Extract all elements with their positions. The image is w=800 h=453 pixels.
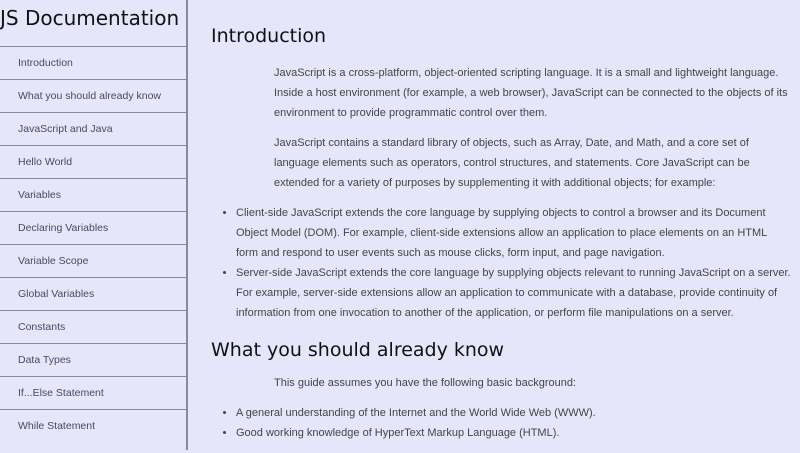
nav-link-introduction[interactable]: Introduction bbox=[0, 46, 186, 79]
intro-paragraph-2: JavaScript contains a standard library of objects, such as Array, Date, and Math, and a core set of language elements such as operators, control structures, and statements. Core JavaScript can be extended for a variety of purposes by supplementing it with additional objects; for example: bbox=[274, 137, 750, 189]
intro-paragraph-1: JavaScript is a cross-platform, object-oriented scripting language. It is a small and lightweight language. Inside a host environment (for example, a web browser), JavaScript can be connected to the objects of its environment to provide programmatic control over them. bbox=[274, 67, 788, 119]
nav-link-data-types[interactable]: Data Types bbox=[0, 343, 186, 376]
nav-link-variables[interactable]: Variables bbox=[0, 178, 186, 211]
list-item: • Server-side JavaScript extends the core language by supplying objects relevant to running JavaScript on a server. For example, server-side extensions allow an application to communicate with a database, provide continuity of information from one invocation to another of the application, or perform file manipulations on a server. bbox=[236, 263, 791, 323]
sidebar-nav bbox=[0, 0, 188, 450]
list-item: • A general understanding of the Internet and the World Wide Web (WWW). bbox=[236, 403, 791, 423]
nav-link-what-you-should-already-know[interactable]: What you should already know bbox=[0, 79, 186, 112]
nav-link-global-variables[interactable]: Global Variables bbox=[0, 277, 186, 310]
nav-link-hello-world[interactable]: Hello World bbox=[0, 145, 186, 178]
section-heading-introduction: Introduction bbox=[211, 25, 327, 47]
list-item: • Good working knowledge of HyperText Markup Language (HTML). bbox=[236, 423, 791, 443]
intro-bullet-list bbox=[211, 203, 791, 323]
sidebar-title: JS Documentation bbox=[0, 6, 180, 30]
nav-link-variable-scope[interactable]: Variable Scope bbox=[0, 244, 186, 277]
know-bullet-list bbox=[211, 403, 791, 443]
know-paragraph: This guide assumes you have the following basic background: bbox=[274, 377, 577, 389]
nav-link-constants[interactable]: Constants bbox=[0, 310, 186, 343]
list-item: • Client-side JavaScript extends the core language by supplying objects to control a browser and its Document Object Model (DOM). For example, client-side extensions allow an application to place elements on an HTML form and respond to user events such as mouse clicks, form input, and page navigation. bbox=[236, 203, 791, 263]
nav-list bbox=[0, 46, 186, 442]
nav-link-if-else-statement[interactable]: If...Else Statement bbox=[0, 376, 186, 409]
nav-link-declaring-variables[interactable]: Declaring Variables bbox=[0, 211, 186, 244]
main-content bbox=[211, 0, 791, 453]
nav-link-while-statement[interactable]: While Statement bbox=[0, 409, 186, 442]
section-heading-what-you-should-already-know: What you should already know bbox=[211, 339, 505, 361]
nav-link-javascript-and-java[interactable]: JavaScript and Java bbox=[0, 112, 186, 145]
